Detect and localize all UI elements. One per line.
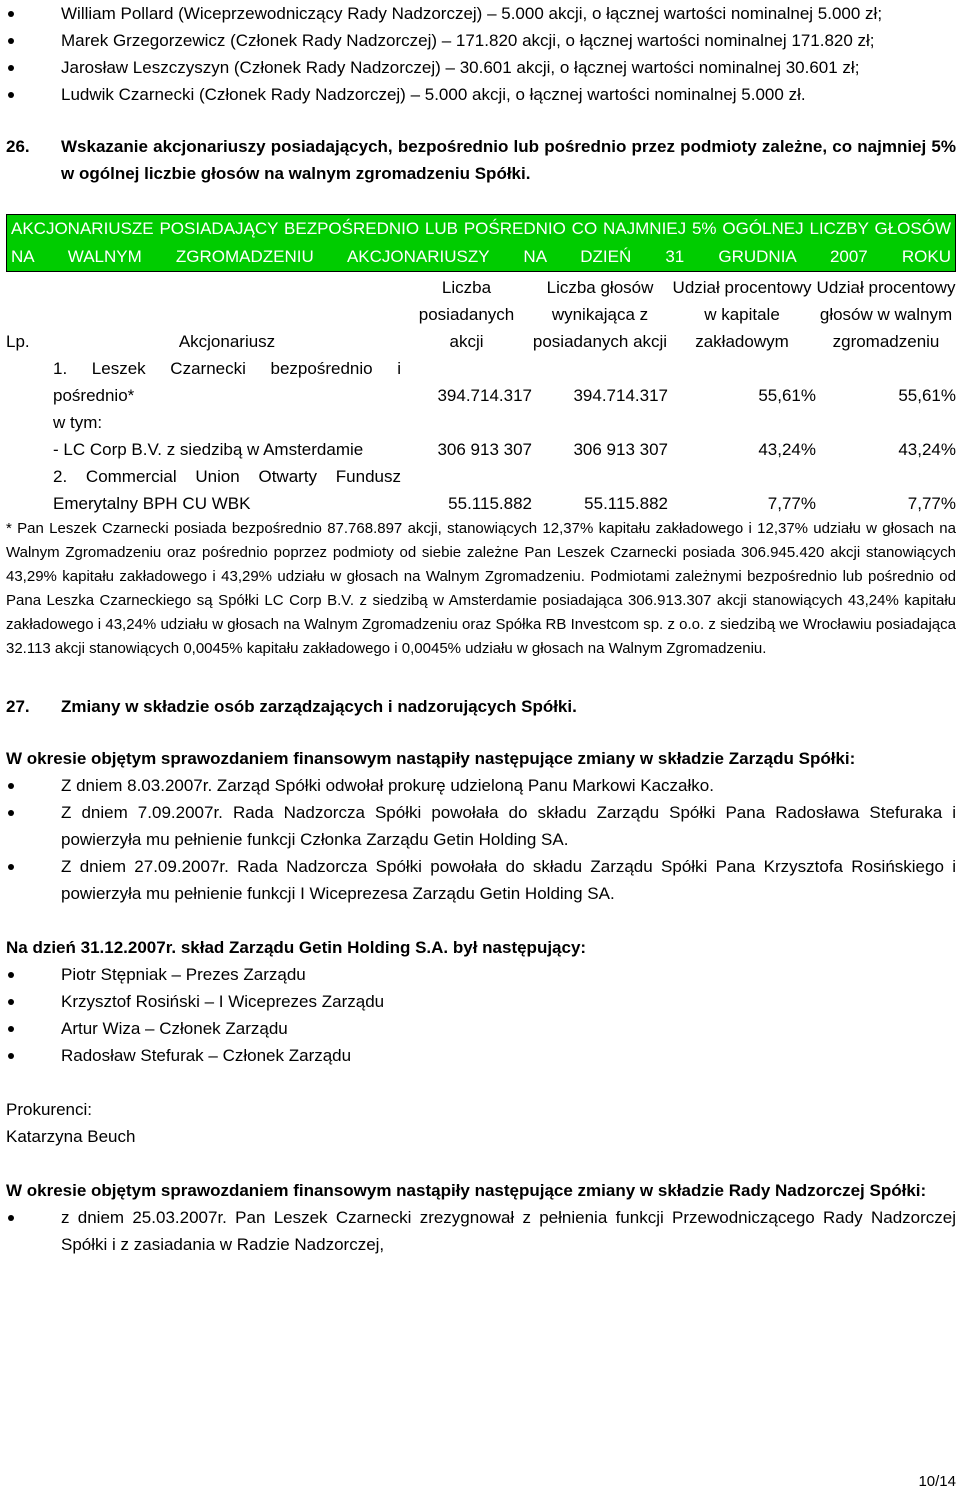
document-page: [6, 0, 956, 1258]
section-27-heading: [6, 693, 956, 720]
vote-share: 43,24%: [898, 440, 956, 459]
list-item: Krzysztof Rosiński – I Wiceprezes Zarządu: [6, 988, 956, 1015]
list-item: Radosław Stefurak – Członek Zarządu: [6, 1042, 956, 1069]
list-item: Z dniem 27.09.2007r. Rada Nadzorcza Spółki powołała do składu Zarządu Spółki Pana Krzysztofa Rosińskiego i powierzyła mu pełnienie funkcji I Wiceprezesa Zarządu Getin Holding SA.: [6, 853, 956, 907]
vote-share: 55,61%: [898, 386, 956, 405]
section-26-heading: [6, 133, 956, 187]
section-number: 27.: [6, 697, 30, 716]
page-number: 10/14: [918, 1473, 956, 1490]
shares-count: 306 913 307: [437, 440, 532, 459]
votes-count: [532, 409, 668, 436]
table-row: [6, 355, 956, 409]
shareholders-table: [6, 274, 956, 517]
management-changes-list: [6, 772, 956, 907]
column-header: Liczba posiadanych akcji: [418, 278, 515, 351]
table-footnote: * Pan Leszek Czarnecki posiada bezpośrednio 87.768.897 akcji, stanowiących 12,37% kapitału zakładowego i 12,37% udziału w głosach na Walnym Zgromadzeniu oraz pośrednio poprzez podmioty od siebie zależne Pan Leszek Czarnecki posiada 306.945.420 akcji stanowiących 43,29% kapitału zakładowego i 43,29% udziału w głosach na Walnym Zgromadzeniu. Podmiotami zależnymi bezpośrednio lub pośrednio od Pana Leszka Czarneckiego są Spółki LC Corp B.V. z siedzibą w Amsterdamie posiadająca 306.913.307 akcji stanowiących 43,24% kapitału zakładowego i 43,24% udziału w głosach na Walnym Zgromadzeniu oraz Spółka RB Investcom sp. z o.o. z siedzibą we Wrocławiu posiadająca 32.113 akcji stanowiących 0,0045% kapitału zakładowego i 0,0045% udziału w głosach na Walnym Zgromadzeniu.: [6, 520, 956, 657]
shareholder-name: 2. Commercial Union Otwarty Fundusz Emerytalny BPH CU WBK: [53, 467, 401, 513]
column-header: Udział procentowy głosów w walnym zgromadzeniu: [816, 278, 956, 351]
list-item: Ludwik Czarnecki (Członek Rady Nadzorczej) – 5.000 akcji, o łącznej wartości nominalnej 5.000 zł.: [6, 81, 956, 108]
shareholder-name: 1. Leszek Czarnecki bezpośrednio i pośrednio*: [53, 359, 401, 405]
capital-share: 43,24%: [758, 440, 816, 459]
capital-share: [668, 409, 816, 436]
section-title: Zmiany w składzie osób zarządzających i nadzorujących Spółki.: [61, 697, 577, 716]
list-item: Artur Wiza – Członek Zarządu: [6, 1015, 956, 1042]
table-row: [6, 409, 956, 436]
column-header: Udział procentowy w kapitale zakładowym: [672, 278, 812, 351]
board-members-list: [6, 961, 956, 1069]
votes-count: 55.115.882: [584, 494, 668, 513]
table-row: [6, 463, 956, 517]
shares-count: 394.714.317: [437, 386, 532, 405]
list-item: William Pollard (Wiceprzewodniczący Rady Nadzorczej) – 5.000 akcji, o łącznej wartości nominalnej 5.000 zł;: [6, 0, 956, 27]
supervisory-changes-heading: W okresie objętym sprawozdaniem finansowym nastąpiły następujące zmiany w składzie Rady Nadzorczej Spółki:: [6, 1181, 927, 1200]
list-item: z dniem 25.03.2007r. Pan Leszek Czarnecki zrezygnował z pełnienia funkcji Przewodniczącego Rady Nadzorczej Spółki i z zasiadania w Radzie Nadzorczej,: [6, 1204, 956, 1258]
proxies-label: Prokurenci:: [6, 1100, 92, 1119]
capital-share: 7,77%: [767, 494, 816, 513]
table-row: [6, 436, 956, 463]
table-header-row: [6, 274, 956, 355]
votes-count: 394.714.317: [573, 386, 668, 405]
shareholding-list: [6, 0, 956, 108]
column-header: Liczba głosów wynikająca z posiadanych akcji: [532, 278, 668, 351]
shareholders-box-title: AKCJONARIUSZE POSIADAJĄCY BEZPOŚREDNIO LUB POŚREDNIO CO NAJMNIEJ 5% OGÓLNEJ LICZBY GŁOSÓW NA WALNYM ZGROMADZENIU AKCJONARIUSZY NA DZIEŃ 31 GRUDNIA 2007 ROKU: [6, 214, 956, 272]
shares-count: [401, 409, 532, 436]
section-number: 26.: [6, 137, 30, 156]
management-changes-heading: W okresie objętym sprawozdaniem finansowym nastąpiły następujące zmiany w składzie Zarządu Spółki:: [6, 749, 856, 768]
section-title: Wskazanie akcjonariuszy posiadających, bezpośrednio lub pośrednio przez podmioty zależne, co najmniej 5% w ogólnej liczbie głosów na walnym zgromadzeniu Spółki.: [61, 137, 956, 183]
supervisory-changes-list: [6, 1204, 956, 1258]
vote-share: 7,77%: [907, 494, 956, 513]
column-header: Akcjonariusz: [178, 332, 276, 351]
shares-count: 55.115.882: [448, 494, 532, 513]
proxy-name: Katarzyna Beuch: [6, 1127, 136, 1146]
list-item: Marek Grzegorzewicz (Członek Rady Nadzorczej) – 171.820 akcji, o łącznej wartości nominalnej 171.820 zł;: [6, 27, 956, 54]
board-composition-heading: Na dzień 31.12.2007r. skład Zarządu Getin Holding S.A. był następujący:: [6, 938, 587, 957]
shareholder-name: - LC Corp B.V. z siedzibą w Amsterdamie: [53, 440, 364, 459]
list-item: Z dniem 7.09.2007r. Rada Nadzorcza Spółki powołała do składu Zarządu Spółki Pana Radosława Stefuraka i powierzyła mu pełnienie funkcji Członka Zarządu Getin Holding SA.: [6, 799, 956, 853]
shareholder-name: w tym:: [53, 413, 103, 432]
votes-count: 306 913 307: [573, 440, 668, 459]
list-item: Piotr Stępniak – Prezes Zarządu: [6, 961, 956, 988]
column-header: Lp.: [6, 332, 30, 351]
vote-share: [816, 409, 956, 436]
capital-share: 55,61%: [758, 386, 816, 405]
list-item: Jarosław Leszczyszyn (Członek Rady Nadzorczej) – 30.601 akcji, o łącznej wartości nominalnej 30.601 zł;: [6, 54, 956, 81]
list-item: Z dniem 8.03.2007r. Zarząd Spółki odwołał prokurę udzieloną Panu Markowi Kaczałko.: [6, 772, 956, 799]
